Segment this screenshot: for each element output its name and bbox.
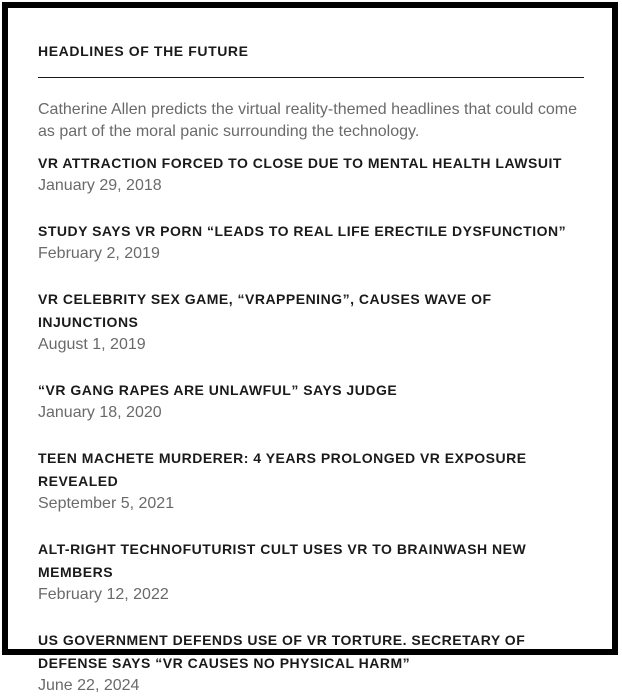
headline-item — [38, 379, 584, 424]
headline-item — [38, 447, 584, 515]
headlines-panel — [2, 2, 618, 694]
headline-list — [38, 152, 584, 697]
headline-item — [38, 220, 584, 265]
headline-item — [38, 538, 584, 606]
headline-text: “VR GANG RAPES ARE UNLAWFUL” SAYS JUDGE — [38, 382, 398, 398]
headline-date: June 22, 2024 — [38, 677, 140, 694]
headline-date: August 1, 2019 — [38, 336, 146, 353]
title-divider — [38, 77, 584, 78]
headline-text: ALT-RIGHT TECHNOFUTURIST CULT USES VR TO BRAINWASH NEW MEMBERS — [38, 541, 527, 580]
panel-title: HEADLINES OF THE FUTURE — [38, 43, 249, 59]
headline-text: VR ATTRACTION FORCED TO CLOSE DUE TO MENTAL HEALTH LAWSUIT — [38, 155, 562, 171]
panel-intro: Catherine Allen predicts the virtual reality-themed headlines that could come as part of the moral panic surrounding the technology. — [38, 101, 577, 140]
headline-date: January 18, 2020 — [38, 404, 162, 421]
headline-text: STUDY SAYS VR PORN “LEADS TO REAL LIFE ERECTILE DYSFUNCTION” — [38, 223, 567, 239]
panel-content — [38, 38, 584, 697]
headline-text: US GOVERNMENT DEFENDS USE OF VR TORTURE. SECRETARY OF DEFENSE SAYS “VR CAUSES NO PHYSICAL HARM” — [38, 632, 526, 671]
headline-date: February 2, 2019 — [38, 245, 160, 262]
headline-item — [38, 152, 584, 197]
headline-text: TEEN MACHETE MURDERER: 4 YEARS PROLONGED VR EXPOSURE REVEALED — [38, 450, 527, 489]
headline-date: February 12, 2022 — [38, 586, 169, 603]
headline-item — [38, 288, 584, 356]
headline-date: January 29, 2018 — [38, 177, 162, 194]
headline-text: VR CELEBRITY SEX GAME, “VRAPPENING”, CAUSES WAVE OF INJUNCTIONS — [38, 291, 492, 330]
headline-date: September 5, 2021 — [38, 495, 175, 512]
headline-item — [38, 629, 584, 697]
